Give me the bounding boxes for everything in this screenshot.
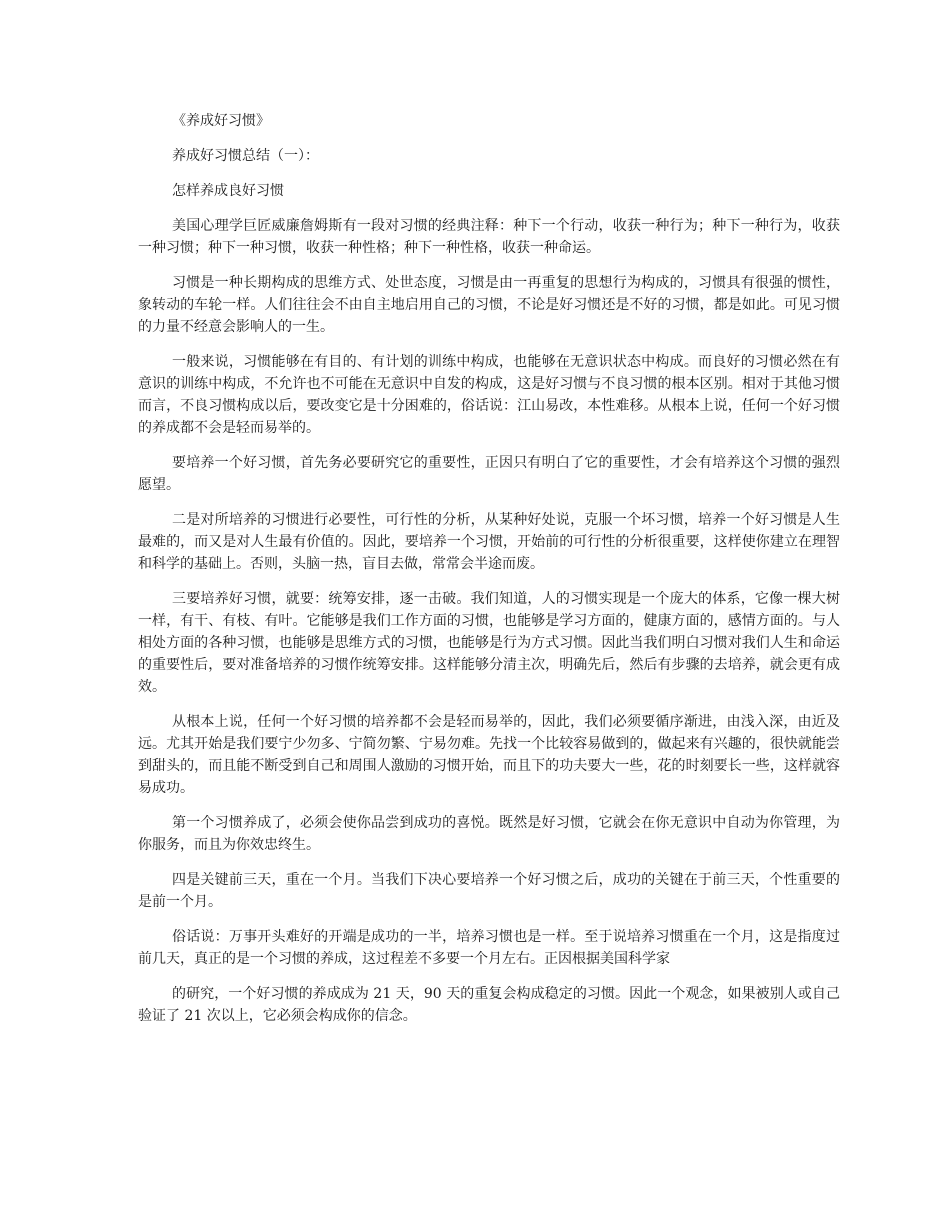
subheading: 怎样养成良好习惯: [172, 183, 284, 199]
paragraph-5: 二是对所培养的习惯进行必要性，可行性的分析，从某种好处说，克服一个坏习惯，培养一个好习惯是人生最难的，而又是对人生最有价值的。因此，要培养一个习惯，开始前的可行性的分析很重要，这样使你建立在理智和科学的基础上。否则，头脑一热，盲目去做，常常会半途而废。: [138, 512, 840, 572]
paragraph-11: 的研究，一个好习惯的养成成为 21 天，90 天的重复会构成稳定的习惯。因此一个观念，如果被别人或自己验证了 21 次以上，它必须会构成你的信念。: [138, 986, 840, 1024]
paragraph-1: 美国心理学巨匠威廉詹姆斯有一段对习惯的经典注释：种下一个行动，收获一种行为；种下一种行为，收获一种习惯；种下一种习惯，收获一种性格；种下一种性格，收获一种命运。: [138, 218, 840, 256]
paragraph-3: 一般来说，习惯能够在有目的、有计划的训练中构成，也能够在无意识状态中构成。而良好的习惯必然在有意识的训练中构成，不允许也不可能在无意识中自发的构成，这是好习惯与不良习惯的根本区别。相对于其他习惯而言，不良习惯构成以后，要改变它是十分困难的，俗话说：江山易改，本性难移。从根本上说，任何一个好习惯的养成都不会是轻而易举的。: [138, 354, 840, 436]
section-heading: 养成好习惯总结（一）：: [172, 148, 319, 164]
paragraph-10: 俗话说：万事开头难好的开端是成功的一半，培养习惯也是一样。至于说培养习惯重在一个月，这是指度过前几天，真正的是一个习惯的养成，这过程差不多要一个月左右。正因根据美国科学家: [138, 929, 840, 967]
paragraph-8: 第一个习惯养成了，必须会使你品尝到成功的喜悦。既然是好习惯，它就会在你无意识中自动为你管理，为你服务，而且为你效忠终生。: [138, 815, 840, 853]
paragraph-9: 四是关键前三天，重在一个月。当我们下决心要培养一个好习惯之后，成功的关键在于前三天，个性重要的是前一个月。: [138, 872, 840, 910]
document-title: 《养成好习惯》: [172, 113, 270, 129]
paragraph-7: 从根本上说，任何一个好习惯的培养都不会是轻而易举的，因此，我们必须要循序渐进，由浅入深，由近及远。尤其开始是我们要宁少勿多、宁简勿繁、宁易勿难。先找一个比较容易做到的，做起来有兴趣的，很快就能尝到甜头的，而且能不断受到自己和周围人激励的习惯开始，而且下的功夫要大一些，花的时刻要长一些，这样就容易成功。: [138, 714, 840, 796]
paragraph-2: 习惯是一种长期构成的思维方式、处世态度，习惯是由一再重复的思想行为构成的，习惯具有很强的惯性，象转动的车轮一样。人们往往会不由自主地启用自己的习惯，不论是好习惯还是不好的习惯，都是如此。可见习惯的力量不经意会影响人的一生。: [138, 275, 840, 335]
paragraph-4: 要培养一个好习惯，首先务必要研究它的重要性，正因只有明白了它的重要性，才会有培养这个习惯的强烈愿望。: [138, 455, 840, 493]
paragraph-6: 三要培养好习惯，就要：统筹安排，逐一击破。我们知道，人的习惯实现是一个庞大的体系，它像一棵大树一样，有干、有枝、有叶。它能够是我们工作方面的习惯，也能够是学习方面的，健康方面的，感情方面的。与人相处方面的各种习惯，也能够是思维方式的习惯，也能够是行为方式习惯。因此当我们明白习惯对我们人生和命运的重要性后，要对准备培养的习惯作统筹安排。这样能够分清主次，明确先后，然后有步骤的去培养，就会更有成效。: [138, 591, 840, 695]
